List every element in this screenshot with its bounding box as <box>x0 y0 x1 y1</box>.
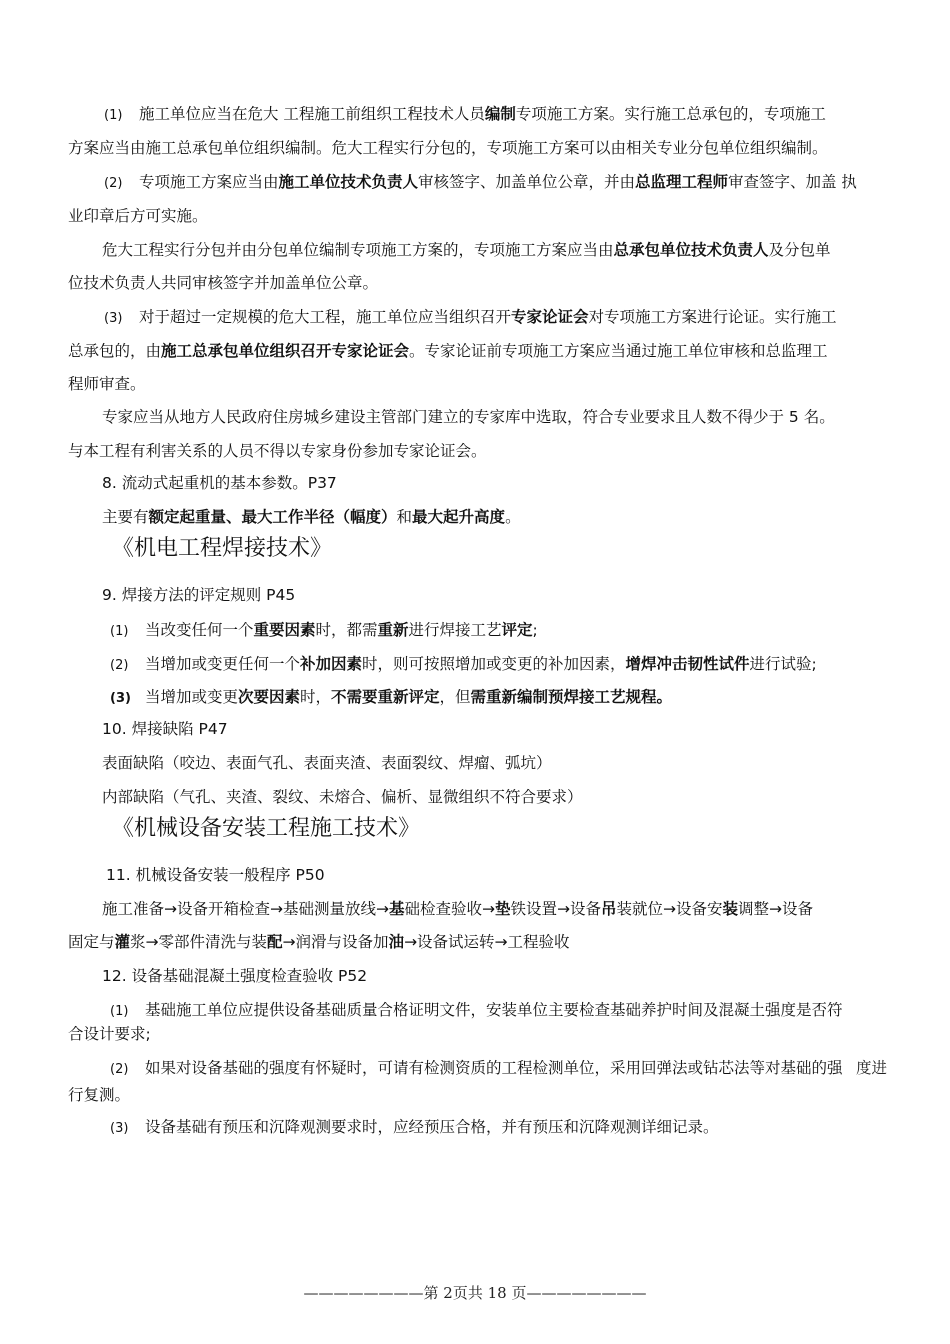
paragraph-line <box>102 898 813 920</box>
bold-text: 重要因素 <box>253 621 316 639</box>
item-number: (2) <box>110 658 129 673</box>
section-heading: 《机械设备安装工程施工技术》 <box>112 816 421 841</box>
question-heading <box>102 584 295 606</box>
paragraph-line <box>110 1057 842 1081</box>
bold-text: 次要因素 <box>237 688 300 706</box>
text: 时，都需 <box>315 621 378 639</box>
text: 进行试验; <box>749 655 817 673</box>
text: 对专项施工方案进行论证。实行施工 <box>588 308 837 326</box>
paragraph-line <box>68 1084 130 1106</box>
item-number: (2) <box>110 1062 129 1077</box>
overlap-text <box>856 1057 887 1079</box>
text: 础检查验收→ <box>404 900 495 918</box>
text: ，但 <box>439 688 471 706</box>
paragraph-line <box>68 931 570 953</box>
text: 当改变任何一个 <box>144 621 254 639</box>
text: 合设计要求; <box>68 1025 151 1043</box>
bold-text: 重新 <box>377 621 409 639</box>
question-heading <box>102 472 337 494</box>
text: 和 <box>396 508 413 526</box>
text: 时，则可按照增加或变更的补加因素， <box>361 655 626 673</box>
text: 度进 <box>856 1059 888 1077</box>
question-heading <box>102 718 228 740</box>
paragraph-line <box>68 272 378 294</box>
text: 程师审查。 <box>68 375 146 393</box>
question-heading <box>102 965 367 987</box>
item-number: (1) <box>110 624 129 639</box>
bold-text: 评定 <box>501 621 533 639</box>
paragraph-line <box>68 373 146 395</box>
text: 主要有 <box>102 508 149 526</box>
paragraph-line <box>110 619 538 643</box>
text: 调整→设备 <box>738 900 814 918</box>
text: 专家应当从地方人民政府住房城乡建设主管部门建立的专家库中选取，符合专业要求且人数不得少于 5 名。 <box>102 408 835 426</box>
bold-text: 总监理工程师 <box>634 173 728 191</box>
text: 。 <box>505 508 521 526</box>
bold-text: 最大起升高度 <box>412 508 506 526</box>
bold-text: 装 <box>722 900 739 918</box>
text: 时， <box>299 688 331 706</box>
paragraph-line <box>104 171 857 195</box>
paragraph-line <box>68 340 828 362</box>
text: 内部缺陷（气孔、夹渣、裂纹、未熔合、偏析、显微组织不符合要求） <box>102 788 583 806</box>
text: 施工单位应当在危大 工程施工前组织工程技术人员 <box>138 105 485 123</box>
text: 10. 焊接缺陷 P47 <box>102 720 228 738</box>
text: 施工准备→设备开箱检查→基础测量放线→ <box>102 900 389 918</box>
text: 当增加或变更 <box>144 688 238 706</box>
text: 8. 流动式起重机的基本参数。P37 <box>102 474 337 492</box>
paragraph-line <box>102 239 831 261</box>
text: 进行焊接工艺 <box>408 621 502 639</box>
bold-text: 施工单位技术负责人 <box>278 173 418 191</box>
paragraph-line <box>104 103 826 127</box>
bold-text: 不需要重新评定 <box>330 688 440 706</box>
bold-text: 配 <box>267 933 283 951</box>
text: 铁设置→设备 <box>510 900 601 918</box>
item-number: (3) <box>110 1121 129 1136</box>
text: 固定与 <box>68 933 115 951</box>
text: →设备试运转→工程验收 <box>404 933 570 951</box>
item-number: (3) <box>104 311 123 326</box>
text: 设备基础有预压和沉降观测要求时，应经预压合格，并有预压和沉降观测详细记录。 <box>144 1118 719 1136</box>
bold-text: 编制 <box>484 105 516 123</box>
paragraph-line <box>102 786 583 808</box>
text: ; <box>532 621 538 639</box>
bold-text: 施工总承包单位组织召开专家论证会 <box>161 342 410 360</box>
text: 装就位→设备安 <box>616 900 723 918</box>
text: →润滑与设备加 <box>282 933 389 951</box>
section-heading: 《机电工程焊接技术》 <box>112 536 333 561</box>
item-number: (1) <box>104 108 123 123</box>
text: 。专家论证前专项施工方案应当通过施工单位审核和总监理工 <box>409 342 828 360</box>
text: 基础施工单位应提供设备基础质量合格证明文件，安装单位主要检查基础养护时间及混凝土强度是否符 <box>144 1001 843 1019</box>
text: 专项施工方案。实行施工总承包的，专项施工 <box>515 105 826 123</box>
paragraph-line <box>104 306 836 330</box>
bold-text: 专家论证会 <box>510 308 589 326</box>
text: 与本工程有利害关系的人员不得以专家身份参加专家论证会。 <box>68 442 487 460</box>
bold-text: 基 <box>388 900 405 918</box>
text: 9. 焊接方法的评定规则 P45 <box>102 586 296 604</box>
bold-text: 油 <box>388 933 405 951</box>
page-footer: ————————第 2页共 18 页———————— <box>303 1284 647 1302</box>
question-heading <box>106 864 325 886</box>
text: 11. 机械设备安装一般程序 P50 <box>106 866 325 884</box>
paragraph-line <box>68 205 208 227</box>
text: 对于超过一定规模的危大工程，施工单位应当组织召开 <box>138 308 511 326</box>
bold-text: 垫 <box>494 900 511 918</box>
bold-text: 补加因素 <box>299 655 362 673</box>
paragraph-line <box>110 999 842 1023</box>
text: 方案应当由施工总承包单位组织编制。危大工程实行分包的，专项施工方案可以由相关专业分包单位组织编制。 <box>68 139 828 157</box>
bold-text: 总承包单位技术负责人 <box>613 241 769 259</box>
paragraph-line <box>68 440 487 462</box>
paragraph-line <box>68 137 828 159</box>
text: 12. 设备基础混凝土强度检查验收 P52 <box>102 967 368 985</box>
item-number: (3) <box>110 691 131 706</box>
text: 如果对设备基础的强度有怀疑时，可请有检测资质的工程检测单位，采用回弹法或钻芯法等对基础的强 <box>144 1059 843 1077</box>
text: 及分包单 <box>768 241 831 259</box>
paragraph-line <box>110 1116 718 1140</box>
bold-text: 额定起重量、最大工作半径（幅度） <box>148 508 397 526</box>
paragraph-line <box>110 653 817 677</box>
text: 业印章后方可实施。 <box>68 207 208 225</box>
text: 表面缺陷（咬边、表面气孔、表面夹渣、表面裂纹、焊瘤、弧坑） <box>102 754 552 772</box>
paragraph-line <box>102 752 552 774</box>
text: 专项施工方案应当由 <box>138 173 279 191</box>
text: 行复测。 <box>68 1086 131 1104</box>
bold-text: 吊 <box>601 900 617 918</box>
text: 浆→零部件清洗与装 <box>130 933 268 951</box>
text: 审核签字、加盖单位公章，并由 <box>417 173 635 191</box>
item-number: (2) <box>104 176 123 191</box>
paragraph-line <box>110 686 672 710</box>
bold-text: 灌 <box>114 933 131 951</box>
item-number: (1) <box>110 1004 129 1019</box>
text: 当增加或变更任何一个 <box>144 655 300 673</box>
paragraph-line <box>102 406 835 428</box>
text: 位技术负责人共同审核签字并加盖单位公章。 <box>68 274 379 292</box>
bold-text: 需重新编制预焊接工艺规程。 <box>470 688 673 706</box>
text: 总承包的，由 <box>68 342 162 360</box>
text: 危大工程实行分包并由分包单位编制专项施工方案的，专项施工方案应当由 <box>102 241 614 259</box>
paragraph-line <box>68 1023 151 1045</box>
text: 审查签字、加盖 执 <box>728 173 857 191</box>
paragraph-line <box>102 506 521 528</box>
bold-text: 增焊冲击韧性试件 <box>625 655 750 673</box>
